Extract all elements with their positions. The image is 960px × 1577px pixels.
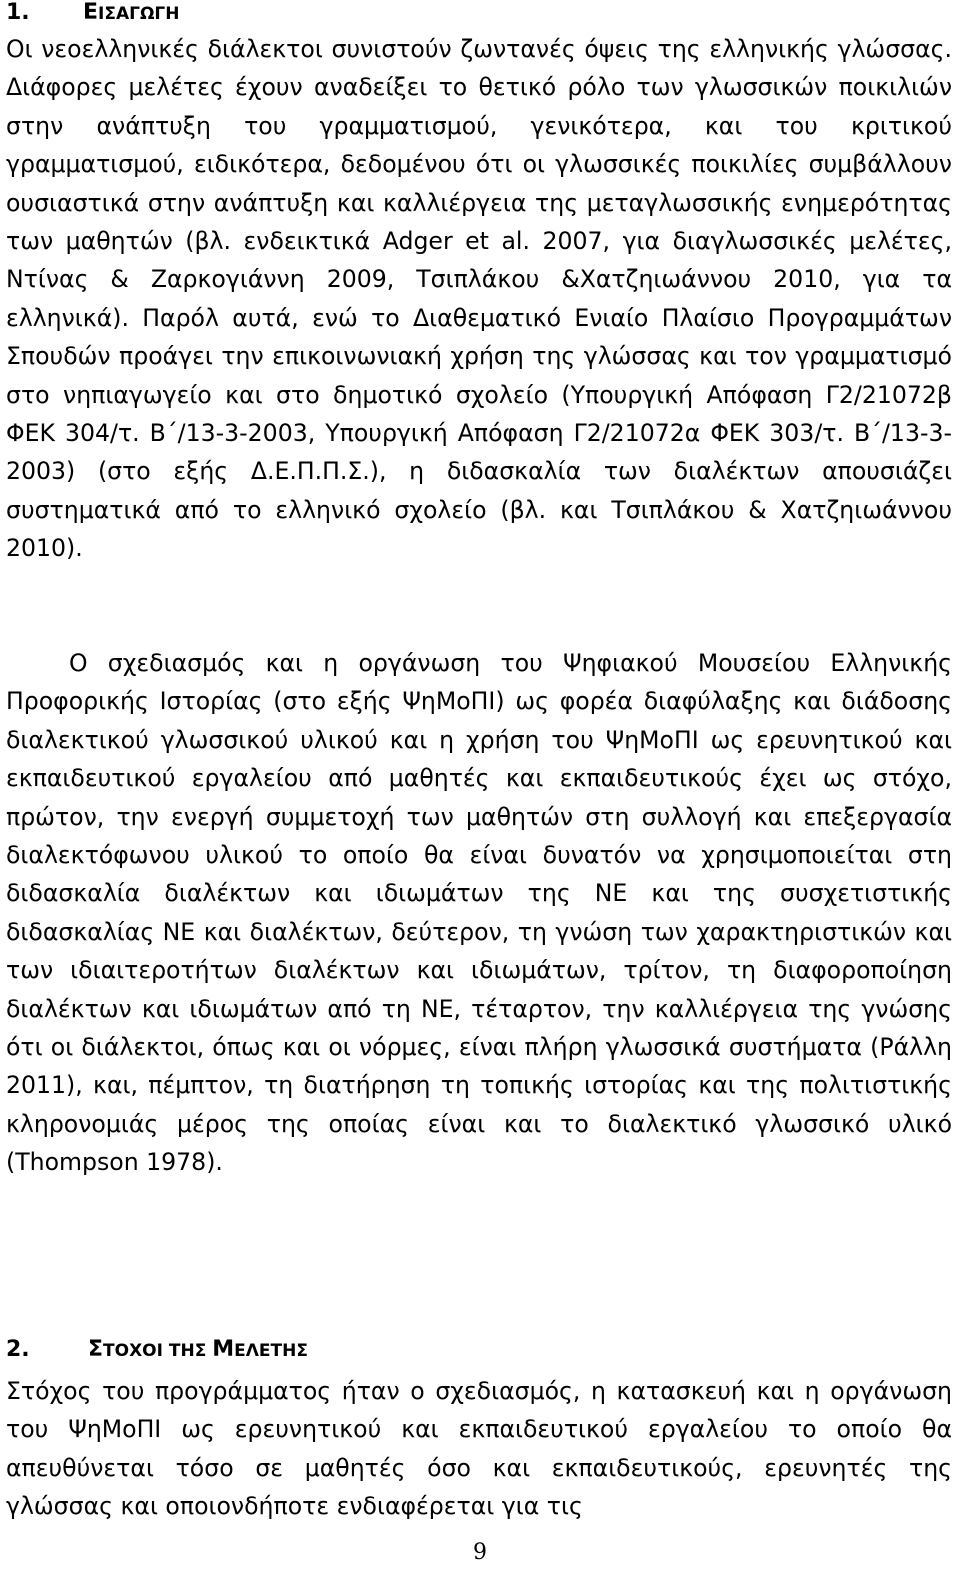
section-number: 1. bbox=[6, 0, 30, 25]
heading-rest: ΙΣΑΓΩΓΗ bbox=[98, 4, 180, 24]
heading-initial: Ε bbox=[83, 0, 99, 25]
paragraph-study-goals-1: Στόχος του προγράμματος ήταν ο σχεδιασμός, η κατασκευή και η οργάνωση του ΨηΜοΠΙ ως ερευνητικού και εκπαιδευτικού εργαλείου το οποίο θα απευθύνεται τόσο σε μαθητές όσο και εκπαιδευτικούς, ερευνητές της γλώσσας και οποιονδήποτε ενδιαφέρεται για τις bbox=[6, 1377, 952, 1521]
page-number: 9 bbox=[473, 1540, 487, 1565]
section-heading-study-goals bbox=[6, 1337, 308, 1364]
section-heading-introduction bbox=[6, 0, 179, 27]
paragraph-introduction-1: Οι νεοελληνικές διάλεκτοι συνιστούν ζωντανές όψεις της ελληνικής γλώσσας. Διάφορες μελέτες έχουν αναδείξει το θετικό ρόλο των γλωσσικών ποικιλιών στην ανάπτυξη του γραμματισμού, γενικότερα, και του κριτικού γραμματισμού, ειδικότερα, δεδομένου ότι οι γλωσσικές ποικιλίες συμβάλλουν ουσιαστικά στην ανάπτυξη και καλλιέργεια της μεταγλωσσικής ενημερότητας των μαθητών (βλ. ενδεικτικά Adger et al. 2007, για διαγλωσσικές μελέτες, Ντίνας & Ζαρκογιάννη 2009, Τσιπλάκου &Χατζηιωάννου 2010, για τα ελληνικά). Παρόλ αυτά, ενώ το Διαθεματικό Ενιαίο Πλαίσιο Προγραμμάτων Σπουδών προάγει την επικοινωνιακή χρήση της γλώσσας και τον γραμματισμό στο νηπιαγωγείο και στο δημοτικό σχολείο (Υπουργική Απόφαση Γ2/21072β ΦΕΚ 304/τ. Β΄/13-3-2003, Υπουργική Απόφαση Γ2/21072α ΦΕΚ 303/τ. Β΄/13-3-2003) (στο εξής Δ.Ε.Π.Π.Σ.), η διδασκαλία των διαλέκτων απουσιάζει συστηματικά από το ελληνικό σχολείο (βλ. και Τσιπλάκου & Χατζηιωάννου 2010). bbox=[6, 35, 952, 563]
paragraph-introduction-2: Ο σχεδιασμός και η οργάνωση του Ψηφιακού Μουσείου Ελληνικής Προφορικής Ιστορίας (στο εξής ΨηΜοΠΙ) ως φορέα διαφύλαξης και διάδοσης διαλεκτικού γλωσσικού υλικού και η χρήση του ΨηΜοΠΙ ως ερευνητικού και εκπαιδευτικού εργαλείου από μαθητές και εκπαιδευτικούς έχει ως στόχο, πρώτον, την ενεργή συμμετοχή των μαθητών στη συλλογή και επεξεργασία διαλεκτόφωνου υλικού το οποίο θα είναι δυνατόν να χρησιμοποιείται στη διδασκαλία διαλέκτων και ιδιωμάτων της ΝΕ και της συσχετιστικής διδασκαλίας ΝΕ και διαλέκτων, δεύτερον, τη γνώση των χαρακτηριστικών και των ιδιαιτεροτήτων διαλέκτων και ιδιωμάτων, τρίτον, τη διαφοροποίηση διαλέκτων και ιδιωμάτων από τη ΝΕ, τέταρτον, την καλλιέργεια της γνώσης ότι οι διάλεκτοι, όπως και οι νόρμες, είναι πλήρη γλωσσικά συστήματα (Ράλλη 2011), και, πέμπτον, τη διατήρηση τη τοπικής ιστορίας και της πολιτιστικής κληρονομιάς μέρος της οποίας είναι και το διαλεκτικό γλωσσικό υλικό (Thompson 1978). bbox=[6, 649, 952, 1177]
heading-rest: ΕΛΕΤΗΣ bbox=[234, 1341, 308, 1361]
heading-rest: ΤΟΧΟΙ ΤΗΣ bbox=[103, 1341, 213, 1361]
heading-initial: Σ bbox=[88, 1337, 104, 1362]
heading-initial: Μ bbox=[212, 1337, 235, 1362]
section-number: 2. bbox=[6, 1337, 30, 1362]
